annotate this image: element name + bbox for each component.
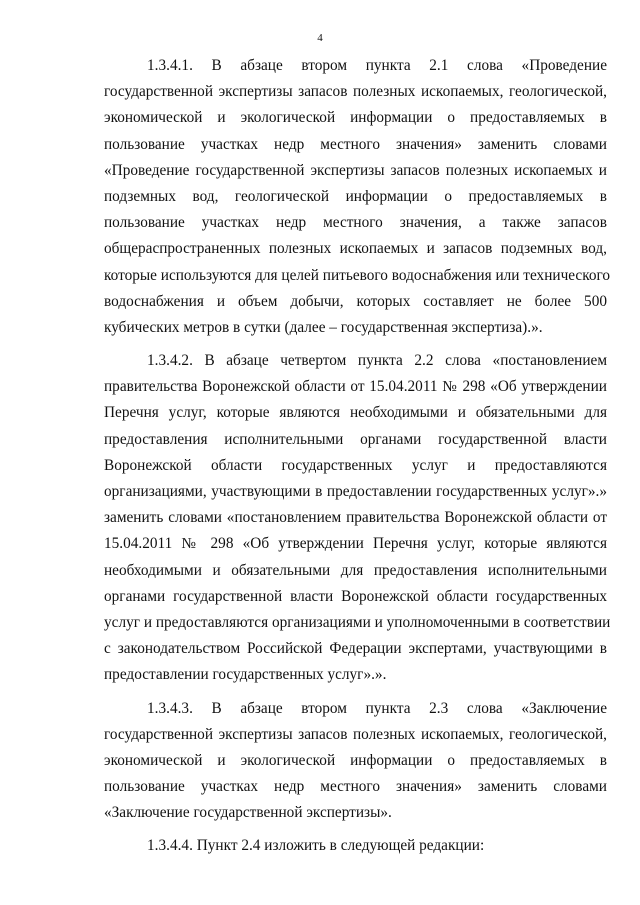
text-line: предоставлении государственных услуг».». [104, 666, 387, 684]
text-line: необходимыми и обязательными для предоставления исполнительными [104, 561, 607, 579]
paragraph-1-3-4-4 [104, 833, 607, 859]
text-line: 15.04.2011 № 298 «Об утверждении Перечня услуг, которые являются [104, 535, 607, 553]
text-line: государственной экспертизы запасов полезных ископаемых, геологической, [104, 83, 607, 101]
text-line: подземных вод, геологической информации о предоставляемых в [104, 187, 607, 205]
paragraph-1-3-4-1 [104, 53, 611, 341]
paragraph-1-3-4-3 [104, 696, 607, 827]
text-line: государственной экспертизы запасов полезных ископаемых, геологической, [104, 725, 607, 743]
text-line: кубических метров в сутки (далее – государственная экспертиза).». [104, 318, 543, 336]
text-line: водоснабжения и объем добычи, которых составляет не более 500 [104, 292, 607, 310]
text-line: организациями, участвующими в предоставлении государственных услуг».» [104, 483, 607, 500]
text-line: 1.3.4.4. Пункт 2.4 изложить в следующей редакции: [147, 837, 485, 855]
text-line: которые используются для целей питьевого водоснабжения или технического [104, 266, 611, 284]
text-line: экономической и экологической информации о предоставляемых в [104, 109, 607, 127]
text-line: экономической и экологической информации о предоставляемых в [104, 751, 607, 769]
text-line: «Проведение государственной экспертизы запасов полезных ископаемых и [104, 161, 607, 179]
text-line: пользование участках недр местного значения» заменить словами [104, 778, 607, 796]
text-line: «Заключение государственной экспертизы». [104, 804, 392, 822]
text-line: пользование участках недр местного значения, а также запасов [104, 214, 607, 232]
text-line: с законодательством Российской Федерации экспертами, участвующими в [104, 640, 607, 658]
document-body [104, 53, 611, 860]
text-line: услуг и предоставляются организациями и уполномоченными в соответствии [104, 613, 611, 631]
text-line: правительства Воронежской области от 15.04.2011 № 298 «Об утверждении [104, 378, 607, 396]
text-line: пользование участках недр местного значения» заменить словами [104, 135, 607, 153]
text-line: 1.3.4.2. В абзаце четвертом пункта 2.2 слова «постановлением [147, 352, 607, 370]
page-number: 4 [317, 32, 323, 44]
text-line: органами государственной власти Воронежской области государственных [104, 587, 607, 605]
text-line: заменить словами «постановлением правительства Воронежской области от [104, 509, 607, 527]
paragraph-1-3-4-2 [104, 348, 611, 688]
text-line: 1.3.4.3. В абзаце втором пункта 2.3 слова «Заключение [147, 699, 607, 717]
text-line: 1.3.4.1. В абзаце втором пункта 2.1 слова «Проведение [147, 57, 607, 74]
text-line: Перечня услуг, которые являются необходимыми и обязательными для [104, 404, 607, 422]
text-line: предоставления исполнительными органами государственной власти [104, 430, 607, 448]
text-line: Воронежской области государственных услуг и предоставляются [104, 456, 607, 474]
text-line: общераспространенных полезных ископаемых и запасов подземных вод, [104, 240, 607, 258]
